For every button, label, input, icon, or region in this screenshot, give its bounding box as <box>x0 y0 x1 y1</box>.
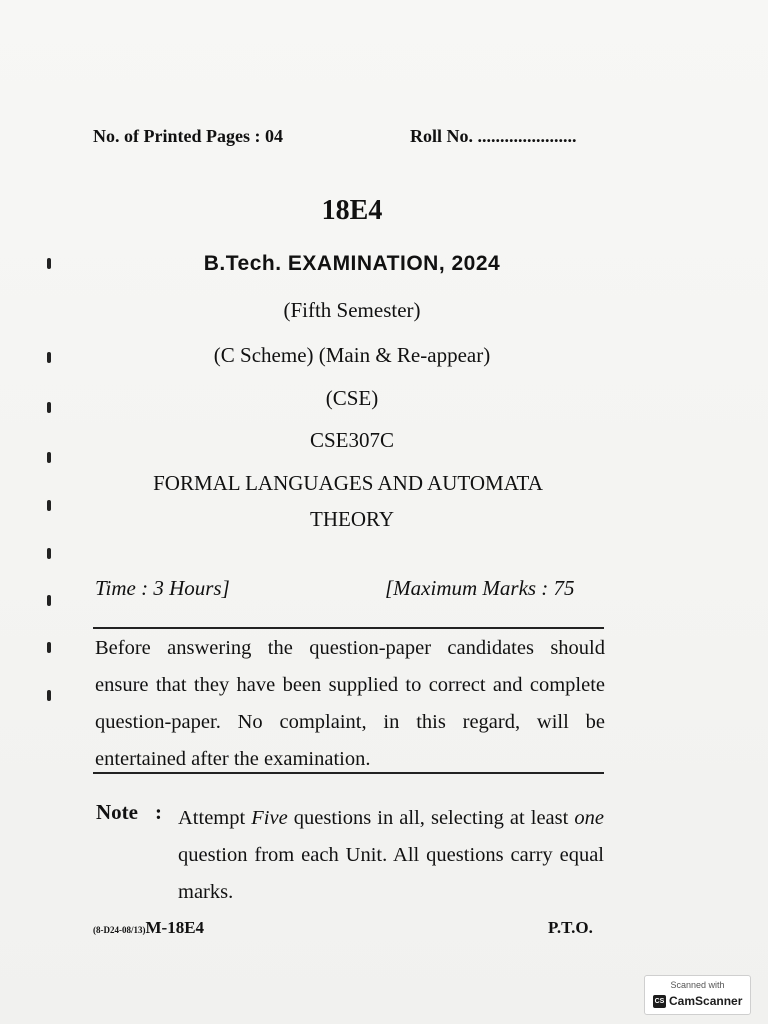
semester: (Fifth Semester) <box>283 298 421 322</box>
branch: (CSE) <box>325 386 379 410</box>
course-code: CSE307C <box>309 428 395 452</box>
camscanner-watermark <box>644 975 751 1015</box>
top-divider <box>93 627 604 629</box>
binding-mark <box>47 548 51 559</box>
binding-mark <box>47 595 51 606</box>
note-text <box>178 800 604 911</box>
note-suffix: question from each Unit. All questions carry equal marks. <box>178 844 604 903</box>
note-label: Note <box>96 800 138 824</box>
roll-number: Roll No. ...................... <box>410 126 577 146</box>
note-five: Five <box>251 807 288 829</box>
binding-mark <box>47 452 51 463</box>
footer-main-code: M-18E4 <box>145 918 205 937</box>
note-colon: : <box>155 800 162 824</box>
subject-title-line2: THEORY <box>310 507 394 531</box>
subject-title-line1: FORMAL LANGUAGES AND AUTOMATA <box>153 471 543 495</box>
footer-code <box>93 918 204 938</box>
binding-mark <box>47 690 51 701</box>
instructions: Before answering the question-paper candidates should ensure that they have been supplied to correct and complete question-paper. No complaint, in this regard, will be entertained after the examination. <box>95 637 605 770</box>
note-mid: questions in all, selecting at least <box>287 807 575 829</box>
pto: P.T.O. <box>548 918 593 937</box>
footer-small-code: (8-D24-08/13) <box>93 925 146 935</box>
note-one: one <box>574 807 605 829</box>
watermark-caption: Scanned with <box>670 980 725 990</box>
binding-mark <box>47 642 51 653</box>
scheme: (C Scheme) (Main & Re-appear) <box>213 343 491 367</box>
note-prefix: Attempt <box>178 807 252 829</box>
paper-code: 18E4 <box>321 195 383 226</box>
time-allowed: Time : 3 Hours] <box>95 576 230 600</box>
maximum-marks: [Maximum Marks : 75 <box>385 576 575 600</box>
printed-pages: No. of Printed Pages : 04 <box>93 126 283 146</box>
watermark-name: CamScanner <box>669 994 743 1008</box>
exam-title: B.Tech. EXAMINATION, 2024 <box>203 252 501 275</box>
bottom-divider <box>93 772 604 774</box>
camscanner-logo-icon: CS <box>653 995 666 1008</box>
